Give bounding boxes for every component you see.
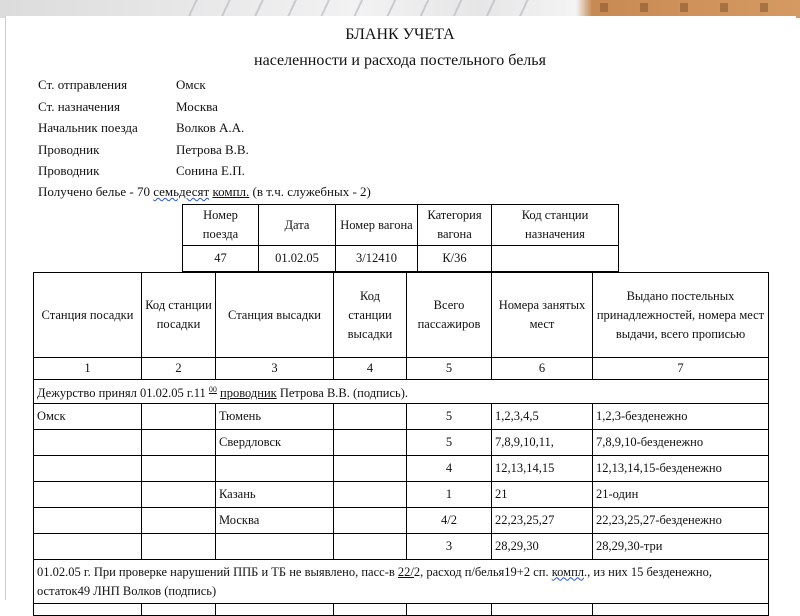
info-label: Начальник поезда xyxy=(38,120,138,135)
total-passengers: 3 xyxy=(407,534,492,560)
header-alighting-code: Код станции высадки xyxy=(334,273,407,358)
underlined-word: компл. xyxy=(212,184,250,199)
boarding-station xyxy=(34,456,142,482)
info-label: Проводник xyxy=(38,163,100,178)
boarding-code xyxy=(142,508,216,534)
column-number: 6 xyxy=(492,358,593,380)
info-value: Сонина Е.П. xyxy=(176,163,245,178)
seat-numbers: 21 xyxy=(492,482,593,508)
issued-linen: 28,29,30-три xyxy=(593,534,769,560)
alighting-station: Свердловск xyxy=(216,430,334,456)
seat-numbers: 28,29,30 xyxy=(492,534,593,560)
duty-row xyxy=(34,380,769,404)
table-row xyxy=(34,604,769,616)
alighting-code xyxy=(334,482,407,508)
background-window xyxy=(640,3,648,12)
boarding-code xyxy=(142,482,216,508)
boarding-code xyxy=(142,456,216,482)
header-total-passengers: Всего пассажиров xyxy=(407,273,492,358)
passenger-table xyxy=(33,272,769,616)
alighting-station: Тюмень xyxy=(216,404,334,430)
issued-linen: 1,2,3-безденежно xyxy=(593,404,769,430)
train-info-table xyxy=(182,204,619,272)
column-number: 3 xyxy=(216,358,334,380)
destination-code xyxy=(492,246,619,272)
table-row xyxy=(34,482,769,508)
boarding-code xyxy=(142,430,216,456)
alighting-station xyxy=(216,456,334,482)
issued-linen: 21-один xyxy=(593,482,769,508)
alighting-station: Казань xyxy=(216,482,334,508)
header-issued-linen: Выдано постельных принадлежностей, номера мест выдачи, всего прописью xyxy=(593,273,769,358)
seat-numbers: 12,13,14,15 xyxy=(492,456,593,482)
issued-linen: 12,13,14,15-безденежно xyxy=(593,456,769,482)
inspection-note-line2: остаток49 ЛНП Волков (подпись) xyxy=(37,583,217,598)
alighting-station xyxy=(216,534,334,560)
wagon-number: 3/12410 xyxy=(336,246,418,272)
table-row xyxy=(34,508,769,534)
boarding-station xyxy=(34,430,142,456)
total-passengers: 1 xyxy=(407,482,492,508)
seat-numbers: 7,8,9,10,11, xyxy=(492,430,593,456)
train-table-header: Номер вагона xyxy=(336,205,418,246)
underlined-number: 22/ xyxy=(397,564,414,579)
alighting-station: Москва xyxy=(216,508,334,534)
train-table-header: Номер поезда xyxy=(183,205,259,246)
alighting-code xyxy=(334,456,407,482)
info-label: Ст. назначения xyxy=(38,99,120,114)
column-number: 1 xyxy=(34,358,142,380)
document-subtitle: населенности и расхода постельного белья xyxy=(254,52,546,69)
train-table-header: Дата xyxy=(259,205,336,246)
background-window xyxy=(680,3,688,12)
seat-numbers: 22,23,25,27 xyxy=(492,508,593,534)
column-number: 4 xyxy=(334,358,407,380)
header-boarding-station: Станция посадки xyxy=(34,273,142,358)
boarding-station xyxy=(34,508,142,534)
boarding-station: Омск xyxy=(34,404,142,430)
underlined-word: проводник xyxy=(220,386,277,401)
issued-linen: 22,23,25,27-безденежно xyxy=(593,508,769,534)
inspection-row xyxy=(34,560,769,604)
inspection-note: 01.02.05 г. При проверке нарушений ППБ и ТБ не выявлено, пасс-в 22/2, расход п/белья19+2 сп. компл., из них 15 безденежно, остаток49 ЛНП Волков (подпись) xyxy=(34,560,769,604)
spellcheck-word: компл xyxy=(551,564,585,579)
info-value: Москва xyxy=(176,99,218,114)
info-value: Омск xyxy=(176,77,206,92)
background-window xyxy=(760,3,768,12)
document-title: БЛАНК УЧЕТА xyxy=(345,26,455,43)
boarding-code xyxy=(142,404,216,430)
table-header-row xyxy=(34,273,769,358)
background-window xyxy=(720,3,728,12)
table-row xyxy=(34,430,769,456)
alighting-code xyxy=(334,508,407,534)
spellcheck-word: семьдесят xyxy=(153,184,210,199)
table-row xyxy=(34,404,769,430)
seat-numbers: 1,2,3,4,5 xyxy=(492,404,593,430)
train-table-header: Код станции назначения xyxy=(492,205,619,246)
header-seat-numbers: Номера занятых мест xyxy=(492,273,593,358)
column-number: 5 xyxy=(407,358,492,380)
background-window xyxy=(600,3,608,12)
info-value: Петрова В.В. xyxy=(176,142,249,157)
total-passengers: 5 xyxy=(407,430,492,456)
train-number: 47 xyxy=(183,246,259,272)
total-passengers: 4/2 xyxy=(407,508,492,534)
column-number: 2 xyxy=(142,358,216,380)
train-date: 01.02.05 xyxy=(259,246,336,272)
linen-received-line: Получено белье - 70 семьдесят компл. (в т.ч. служебных - 2) xyxy=(38,184,371,199)
boarding-code xyxy=(142,534,216,560)
table-row xyxy=(34,534,769,560)
alighting-code xyxy=(334,430,407,456)
boarding-station xyxy=(34,534,142,560)
wagon-category: К/36 xyxy=(418,246,492,272)
alighting-code xyxy=(334,404,407,430)
total-passengers: 5 xyxy=(407,404,492,430)
alighting-code xyxy=(334,534,407,560)
info-value: Волков А.А. xyxy=(176,120,245,135)
info-label: Ст. отправления xyxy=(38,77,128,92)
header-boarding-code: Код станции посадки xyxy=(142,273,216,358)
column-number: 7 xyxy=(593,358,769,380)
table-row xyxy=(34,456,769,482)
boarding-station xyxy=(34,482,142,508)
total-passengers: 4 xyxy=(407,456,492,482)
header-alighting-station: Станция высадки xyxy=(216,273,334,358)
info-label: Проводник xyxy=(38,142,100,157)
issued-linen: 7,8,9,10-безденежно xyxy=(593,430,769,456)
column-number-row xyxy=(34,358,769,380)
duty-accepted-note: Дежурство принял 01.02.05 г.11 $^{00}$ проводник Петрова В.В. (подпись). xyxy=(34,380,769,404)
train-table-header: Категория вагона xyxy=(418,205,492,246)
